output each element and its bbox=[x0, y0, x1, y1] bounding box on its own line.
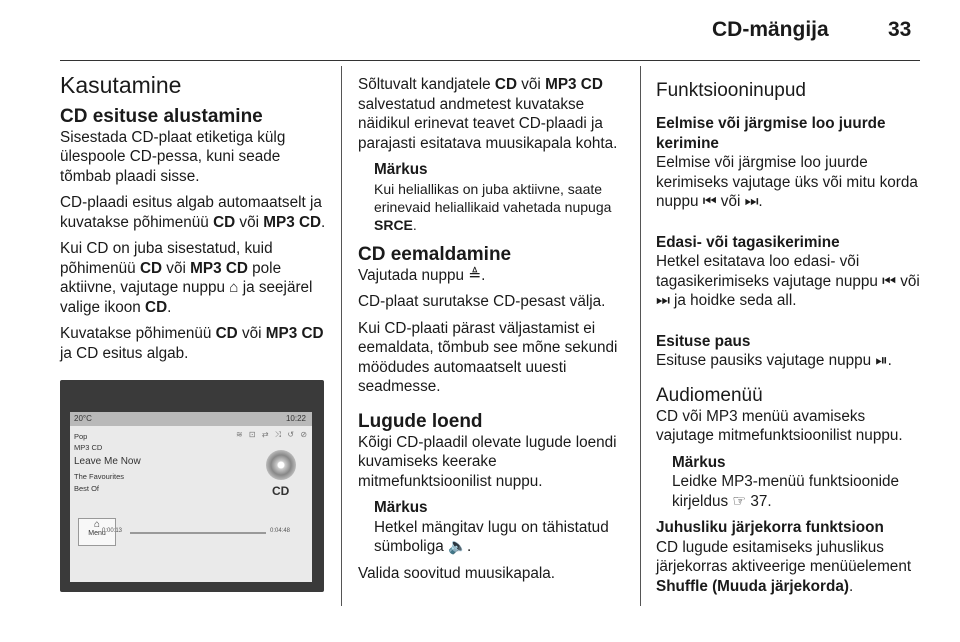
screen-status-bar bbox=[70, 412, 312, 426]
note-box bbox=[358, 498, 630, 557]
note-text: Kui heliallikas on juba aktiivne, saate erinevaid heliallikaid vahetada nupuga SRCE. bbox=[374, 180, 612, 233]
paragraph: Kuvatakse põhimenüü CD või MP3 CD ja CD esitus algab. bbox=[60, 325, 324, 362]
screen-total-time: 0:04:48 bbox=[270, 528, 291, 534]
paragraph: Sõltuvalt kandjatele CD või MP3 CD salvestatud andmetest kuvatakse näidikul erinevat teavet CD-plaadi ja parajasti esitatava muusikapala kohta. bbox=[358, 76, 618, 152]
cd-disc-icon bbox=[266, 450, 296, 480]
topic-heading: Eelmise või järgmise loo juurde kerimine bbox=[656, 115, 886, 152]
paragraph: CD või MP3 menüü avamiseks vajutage mitmefunktsioonilist nuppu. bbox=[656, 407, 903, 444]
screen-list-item: MP3 CD bbox=[74, 443, 103, 452]
note-text: Leidke MP3-menüü funktsioonide kirjeldus ☞ 37. bbox=[672, 473, 900, 510]
paragraph: Valida soovitud muusikapala. bbox=[358, 564, 555, 582]
column-1 bbox=[60, 68, 328, 370]
note-box bbox=[656, 453, 924, 512]
note-title: Märkus bbox=[374, 161, 428, 178]
column-3 bbox=[656, 80, 924, 603]
screen-list-item: Pop bbox=[74, 432, 88, 441]
paragraph: Vajutada nuppu ≜. bbox=[358, 266, 486, 284]
paragraph: Kui CD-plaati pärast väljastamist ei eemaldata, tõmbub see mõne sekundi möödudes automaatselt uuesti seadmesse. bbox=[358, 319, 618, 395]
screen-temperature: 20°C bbox=[74, 414, 92, 423]
subsection-heading: CD esituse alustamine bbox=[60, 105, 263, 127]
paragraph: Kui CD on juba sisestatud, kuid põhimenüü CD või MP3 CD pole aktiivne, vajutage nuppu ⌂ ja seejärel valige ikoon CD. bbox=[60, 240, 313, 316]
paragraph: Kõigi CD-plaadil olevate lugude loendi kuvamiseks keerake mitmefunktsioonilist nuppu. bbox=[358, 433, 617, 490]
screen-progress-bar bbox=[130, 532, 266, 534]
screen-time: 10:22 bbox=[285, 414, 306, 423]
topic-heading: Esituse paus bbox=[656, 332, 751, 350]
note-title: Märkus bbox=[374, 499, 428, 516]
paragraph: CD lugude esitamiseks juhuslikus järjekorras aktiveerige menüüelement Shuffle (Muuda järjekorda). bbox=[656, 538, 912, 595]
screen-list-item: The Favourites bbox=[74, 472, 125, 481]
topic-heading: Juhusliku järjekorra funktsioon bbox=[656, 519, 884, 536]
screen-status-icons: ≋ ⊡ ⇄ ⤨ ↺ ⊘ bbox=[236, 430, 310, 439]
subsection-heading: Funktsiooninupud bbox=[656, 80, 806, 101]
paragraph: Eelmise või järgmise loo juurde kerimiseks vajutage üks või mitu korda nuppu ⏮ või ⏭. bbox=[656, 154, 918, 210]
section-heading: Kasutamine bbox=[60, 72, 182, 98]
page-header-title: CD-mängija bbox=[712, 18, 829, 41]
note-title: Märkus bbox=[672, 453, 726, 471]
paragraph: CD-plaat surutakse CD-pesast välja. bbox=[358, 293, 606, 310]
header-rule bbox=[60, 60, 920, 61]
paragraph: Esituse pausiks vajutage nuppu ⏯. bbox=[656, 352, 892, 369]
subsection-heading: Audiomenüü bbox=[656, 384, 763, 406]
screen-list-item: Leave Me Now bbox=[74, 456, 141, 467]
paragraph: Hetkel esitatava loo edasi- või tagasikerimiseks vajutage nuppu ⏮ või ⏭ ja hoidke seda all. bbox=[656, 253, 920, 309]
column-divider-2 bbox=[640, 66, 641, 606]
page-number: 33 bbox=[888, 18, 912, 41]
screen-menu-button: ⌂ Menu bbox=[78, 518, 116, 546]
cd-label: CD bbox=[272, 484, 290, 498]
subsection-heading: Lugude loend bbox=[358, 410, 483, 432]
topic-heading: Edasi- või tagasikerimine bbox=[656, 233, 840, 251]
column-divider-1 bbox=[341, 66, 342, 606]
note-box bbox=[358, 160, 630, 234]
paragraph: Sisestada CD-plaat etiketiga külg ülespoole CD-pessa, kuni seade tõmbab plaadi sisse. bbox=[60, 128, 286, 185]
screen-elapsed-time: 0:00:13 bbox=[102, 528, 123, 534]
note-text: Hetkel mängitav lugu on tähistatud sümboliga 🔈. bbox=[374, 518, 609, 555]
screen-list-item: Best Of bbox=[74, 484, 100, 493]
cd-player-screen-image bbox=[60, 380, 324, 592]
subsection-heading: CD eemaldamine bbox=[358, 243, 512, 265]
paragraph: CD-plaadi esitus algab automaatselt ja kuvatakse põhimenüü CD või MP3 CD. bbox=[60, 194, 326, 231]
column-2 bbox=[358, 75, 630, 590]
